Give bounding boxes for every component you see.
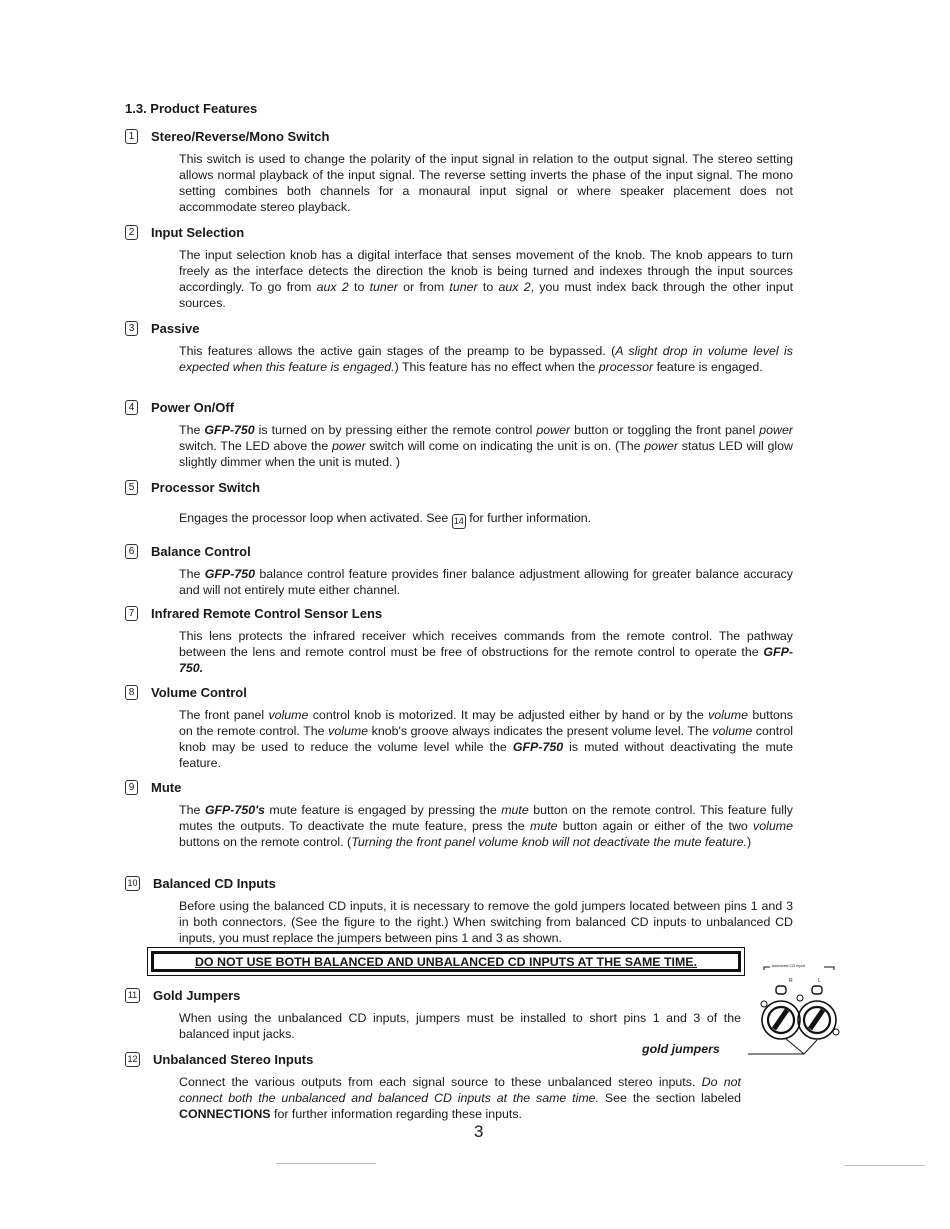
feature-title: Processor Switch [151, 479, 261, 495]
feature-number: 6 [125, 544, 138, 559]
emphasis: aux 2 [498, 280, 531, 294]
figure-pin-l-label: L [818, 978, 821, 984]
emphasis: volume [708, 708, 749, 722]
emphasis: power [644, 439, 679, 453]
feature-body: The front panel volume control knob is motorized. It may be adjusted either by hand or by the volume buttons on the remote control. The volume knob's groove always indicates the present volume level. The volume control knob may be used to reduce the volume level while the GFP-750 is muted without deactivating the mute feature. [179, 708, 794, 770]
feature-title: Volume Control [151, 684, 247, 700]
emphasis: A slight drop in volume level is expected when this feature is engaged. [179, 344, 793, 374]
feature-body: This switch is used to change the polarity of the input signal in relation to the output signal. The stereo setting allows normal playback of the input signal. The reverse setting inverts the phase of the input signal. The mono setting combines both channels for a monaural input signal or where speaker placement does not accommodate stereo playback. [179, 152, 793, 214]
warning-box [147, 947, 745, 976]
feature-passive [125, 319, 793, 375]
feature-power-on-off [125, 398, 793, 470]
feature-balanced-cd-inputs [125, 874, 793, 946]
feature-unbalanced-stereo-inputs [125, 1050, 793, 1122]
feature-title: Mute [151, 779, 182, 795]
emphasis: tuner [449, 280, 478, 294]
feature-gold-jumpers [125, 986, 793, 1042]
warning-text: DO NOT USE BOTH BALANCED AND UNBALANCED CD INPUTS AT THE SAME TIME. [151, 951, 741, 972]
emphasis: tuner [369, 280, 398, 294]
emphasis: volume [712, 724, 753, 738]
feature-body: This lens protects the infrared receiver which receives commands from the remote control. The pathway between the lens and remote control must be free of obstructions for the remote control to operate the GFP-750. [179, 629, 793, 675]
feature-body: The GFP-750 balance control feature provides finer balance adjustment allowing for greater balance accuracy and will not entirely mute either channel. [179, 567, 793, 597]
feature-title: Stereo/Reverse/Mono Switch [151, 128, 330, 144]
feature-body: When using the unbalanced CD inputs, jumpers must be installed to short pins 1 and 3 of the balanced input jacks. [179, 1011, 741, 1041]
feature-balance-control [125, 542, 793, 598]
feature-title: Power On/Off [151, 399, 235, 415]
feature-input-selection [125, 223, 793, 311]
feature-number: 12 [125, 1052, 140, 1067]
feature-number: 10 [125, 876, 140, 891]
feature-body: The GFP-750's mute feature is engaged by pressing the mute button on the remote control. This feature fully mutes the outputs. To deactivate the mute feature, press the mute button again or either of the two volume buttons on the remote control. (Turning the front panel volume knob will not deactivate the mute feature.) [179, 803, 793, 849]
feature-infrared-sensor [125, 604, 793, 676]
feature-body: Connect the various outputs from each signal source to these unbalanced stereo inputs. Do not connect both the unbalanced and balanced CD inputs at the same time. See the section labeled CONNECTIONS for further information regarding these inputs. [179, 1075, 742, 1121]
feature-number: 7 [125, 606, 138, 621]
feature-number: 5 [125, 480, 138, 495]
strong-text: CONNECTIONS [179, 1107, 271, 1121]
feature-mute [125, 778, 793, 850]
page-number: 3 [474, 1122, 484, 1141]
feature-number: 8 [125, 685, 138, 700]
emphasis: power [536, 423, 571, 437]
balanced-cd-input-figure [742, 958, 852, 1058]
feature-processor-switch [125, 478, 793, 529]
feature-body: This features allows the active gain stages of the preamp to be bypassed. (A slight drop in volume level is expected when this feature is engaged.) This feature has no effect when the processor feature is engaged. [179, 344, 793, 374]
feature-number: 11 [125, 988, 140, 1003]
feature-title: Infrared Remote Control Sensor Lens [151, 605, 383, 621]
emphasis: volume [753, 819, 793, 833]
feature-stereo-reverse-mono [125, 127, 793, 215]
emphasis: processor [598, 360, 654, 374]
feature-title: Unbalanced Stereo Inputs [153, 1051, 314, 1067]
feature-reference: 14 [452, 514, 466, 529]
model-name: GFP-750 [204, 567, 255, 581]
scan-artifact-line [276, 1163, 376, 1164]
feature-body: Engages the processor loop when activated. See 14 for further information. [179, 510, 793, 529]
model-name: GFP-750 [512, 740, 564, 754]
model-name: GFP-750 [204, 423, 255, 437]
feature-body: The GFP-750 is turned on by pressing either the remote control power button or toggling the front panel power switch. The LED above the power switch will come on indicating the unit is on. (The power status LED will glow slightly dimmer when the unit is muted. ) [179, 423, 794, 469]
model-name: GFP-750's [204, 803, 265, 817]
emphasis: volume [328, 724, 369, 738]
figure-caption: gold jumpers [642, 1042, 720, 1056]
feature-body: The input selection knob has a digital interface that senses movement of the knob. The knob appears to turn freely as the interface detects the direction the knob is being turned and indexes through the input sources accordingly. To go from aux 2 to tuner or from tuner to aux 2, you must index back through the other input sources. [179, 248, 794, 310]
emphasis: power [332, 439, 366, 453]
emphasis: Turning the front panel volume knob will not deactivate the mute feature. [351, 835, 747, 849]
emphasis: power [759, 423, 794, 437]
emphasis: Do not connect both the unbalanced and balanced CD inputs at the same time. [179, 1075, 741, 1105]
feature-volume-control [125, 683, 793, 771]
feature-title: Passive [151, 320, 200, 336]
section-title: 1.3. Product Features [125, 101, 258, 116]
model-name: GFP-750. [179, 645, 793, 675]
emphasis: mute [530, 819, 558, 833]
figure-tiny-label: balanced CD input [772, 963, 805, 968]
feature-number: 3 [125, 321, 138, 336]
emphasis: volume [268, 708, 309, 722]
feature-title: Gold Jumpers [153, 987, 241, 1003]
scan-artifact-line [845, 1165, 925, 1166]
feature-body: Before using the balanced CD inputs, it is necessary to remove the gold jumpers located between pins 1 and 3 in both connectors. (See the figure to the right.) When switching from balanced CD inputs to unbalanced CD inputs, you must replace the jumpers between pins 1 and 3 as shown. [179, 899, 793, 945]
feature-title: Input Selection [151, 224, 245, 240]
emphasis: mute [501, 803, 529, 817]
feature-number: 1 [125, 129, 138, 144]
figure-pin-r-label: R [789, 978, 793, 984]
feature-number: 2 [125, 225, 138, 240]
feature-title: Balance Control [151, 543, 251, 559]
emphasis: aux 2 [316, 280, 349, 294]
feature-number: 9 [125, 780, 138, 795]
feature-title: Balanced CD Inputs [153, 875, 276, 891]
feature-number: 4 [125, 400, 138, 415]
